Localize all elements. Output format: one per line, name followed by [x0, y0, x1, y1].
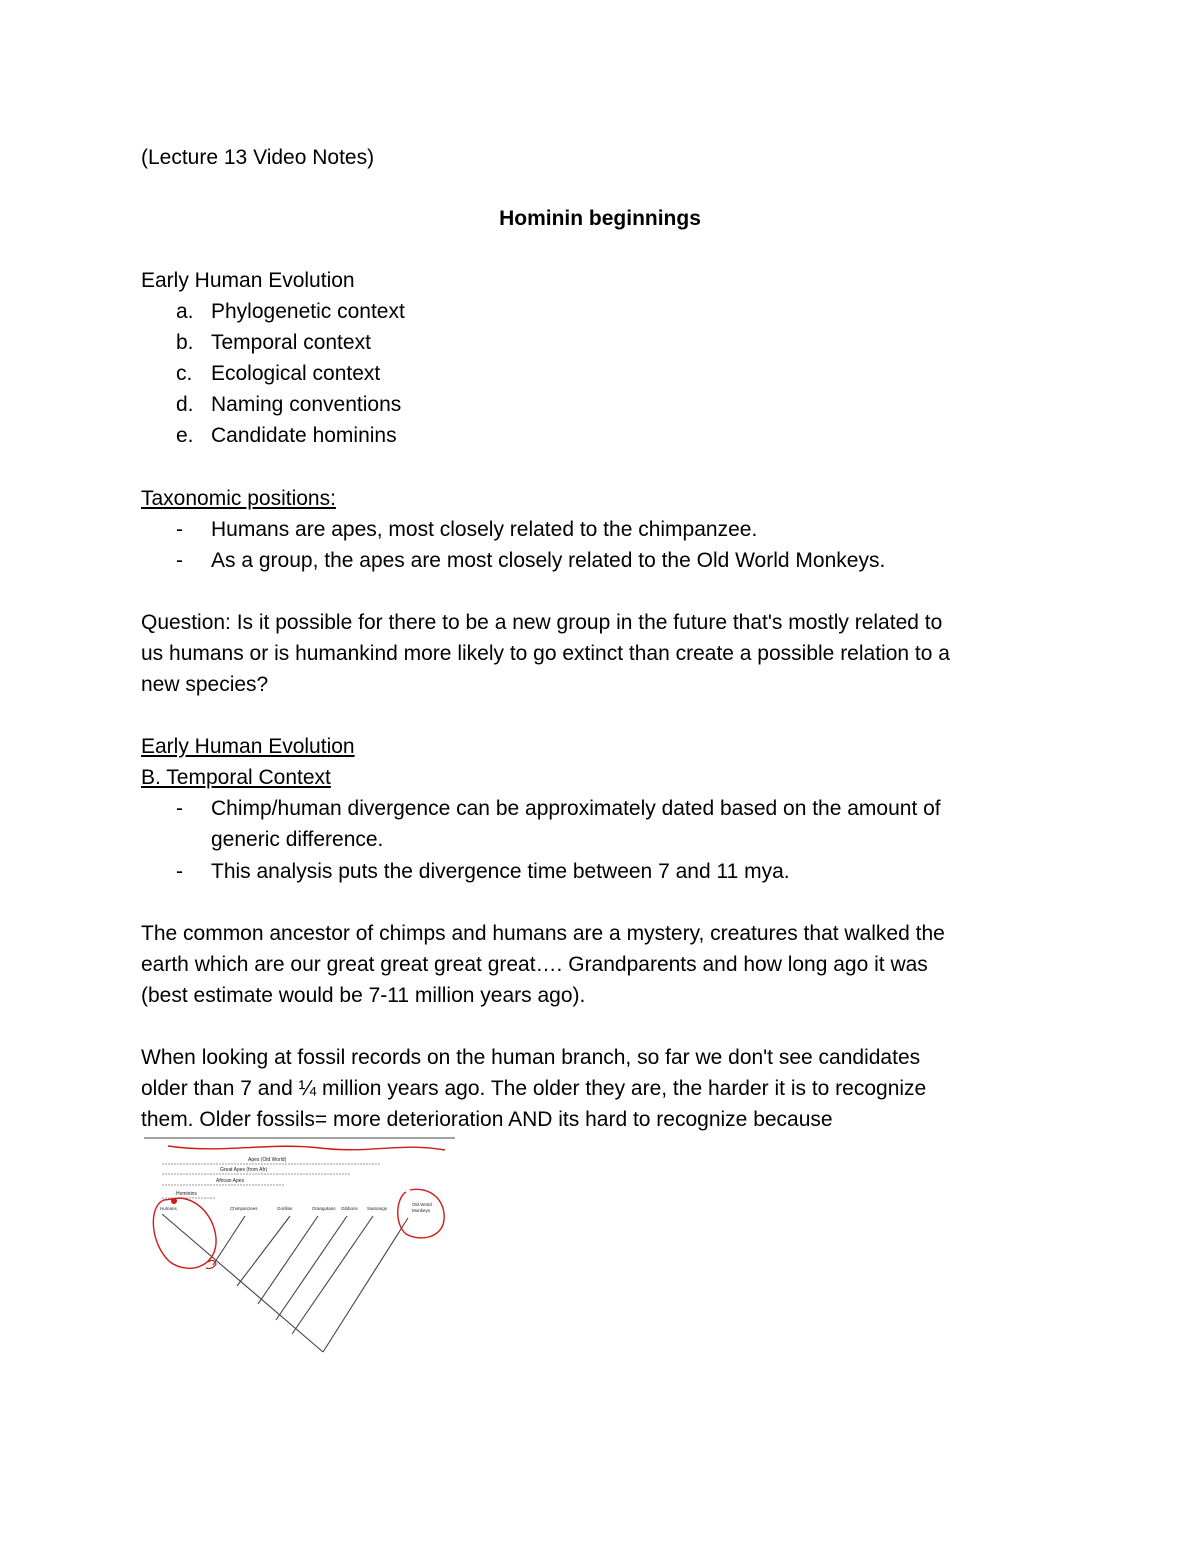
question-line: new species? — [141, 673, 269, 696]
section-heading-early-human-evolution-2: Early Human Evolution — [141, 735, 355, 758]
label-hominins: Hominins — [176, 1191, 197, 1197]
header-note: (Lecture 13 Video Notes) — [141, 146, 375, 169]
annotation-circle-old-world-monkeys — [398, 1189, 444, 1238]
bullet-item: Humans are apes, most closely related to the chimpanzee. — [211, 518, 758, 541]
question-line: Question: Is it possible for there to be a new group in the future that's mostly related to — [141, 611, 943, 634]
bullet-marker: - — [176, 860, 183, 883]
paragraph-line: them. Older fossils= more deterioration AND its hard to recognize because — [141, 1108, 833, 1131]
label-chimpanzees: Chimpanzees — [230, 1206, 258, 1211]
paragraph-line: older than 7 and ¼ million years ago. The older they are, the harder it is to recognize — [141, 1077, 927, 1100]
label-siamangs: Siamangs — [367, 1206, 388, 1211]
paragraph-line: The common ancestor of chimps and humans are a mystery, creatures that walked the — [141, 922, 945, 945]
list-item: Temporal context — [211, 331, 371, 354]
paragraph-line: (best estimate would be 7-11 million years ago). — [141, 984, 586, 1007]
list-item: Phylogenetic context — [211, 300, 405, 323]
section-heading-taxonomic-positions: Taxonomic positions: — [141, 487, 336, 510]
label-humans: Humans — [160, 1206, 177, 1211]
list-marker: c. — [176, 362, 193, 385]
list-marker: d. — [176, 393, 194, 416]
bullet-marker: - — [176, 549, 183, 572]
paragraph-line: When looking at fossil records on the human branch, so far we don't see candidates — [141, 1046, 921, 1069]
paragraph-line: earth which are our great great great great…. Grandparents and how long ago it was — [141, 953, 928, 976]
list-item: Candidate hominins — [211, 424, 397, 447]
question-line: us humans or is humankind more likely to go extinct than create a possible relation to a — [141, 642, 950, 665]
label-old-world-monkeys-2: Monkeys — [412, 1208, 431, 1213]
bullet-marker: - — [176, 518, 183, 541]
label-old-world-monkeys: Old World — [412, 1202, 432, 1207]
bullet-marker: - — [176, 797, 183, 820]
list-marker: b. — [176, 331, 194, 354]
bullet-item: As a group, the apes are most closely related to the Old World Monkeys. — [211, 549, 886, 572]
annotation-scribble — [168, 1146, 445, 1150]
bullet-item-continuation: generic difference. — [211, 828, 384, 851]
label-gibbons: Gibbons — [341, 1206, 358, 1211]
list-item: Ecological context — [211, 362, 381, 385]
bullet-item: Chimp/human divergence can be approximately dated based on the amount of — [211, 797, 941, 820]
phylogeny-diagram — [140, 1134, 460, 1360]
section-heading-early-human-evolution: Early Human Evolution — [141, 269, 355, 292]
list-marker: e. — [176, 424, 194, 447]
label-apes-old-world: Apes (Old World) — [248, 1157, 287, 1163]
cladogram-branches — [162, 1214, 408, 1352]
label-african-apes: African Apes — [216, 1178, 245, 1184]
list-item: Naming conventions — [211, 393, 402, 416]
label-great-apes: Great Apes (from Afr) — [220, 1167, 268, 1173]
bullet-item: This analysis puts the divergence time between 7 and 11 mya. — [211, 860, 790, 883]
label-gorillas: Gorillas — [277, 1206, 293, 1211]
label-orangutans: Orangutans — [312, 1206, 336, 1211]
list-marker: a. — [176, 300, 194, 323]
section-heading-temporal-context: B. Temporal Context — [141, 766, 331, 789]
page-title: Hominin beginnings — [499, 207, 701, 230]
